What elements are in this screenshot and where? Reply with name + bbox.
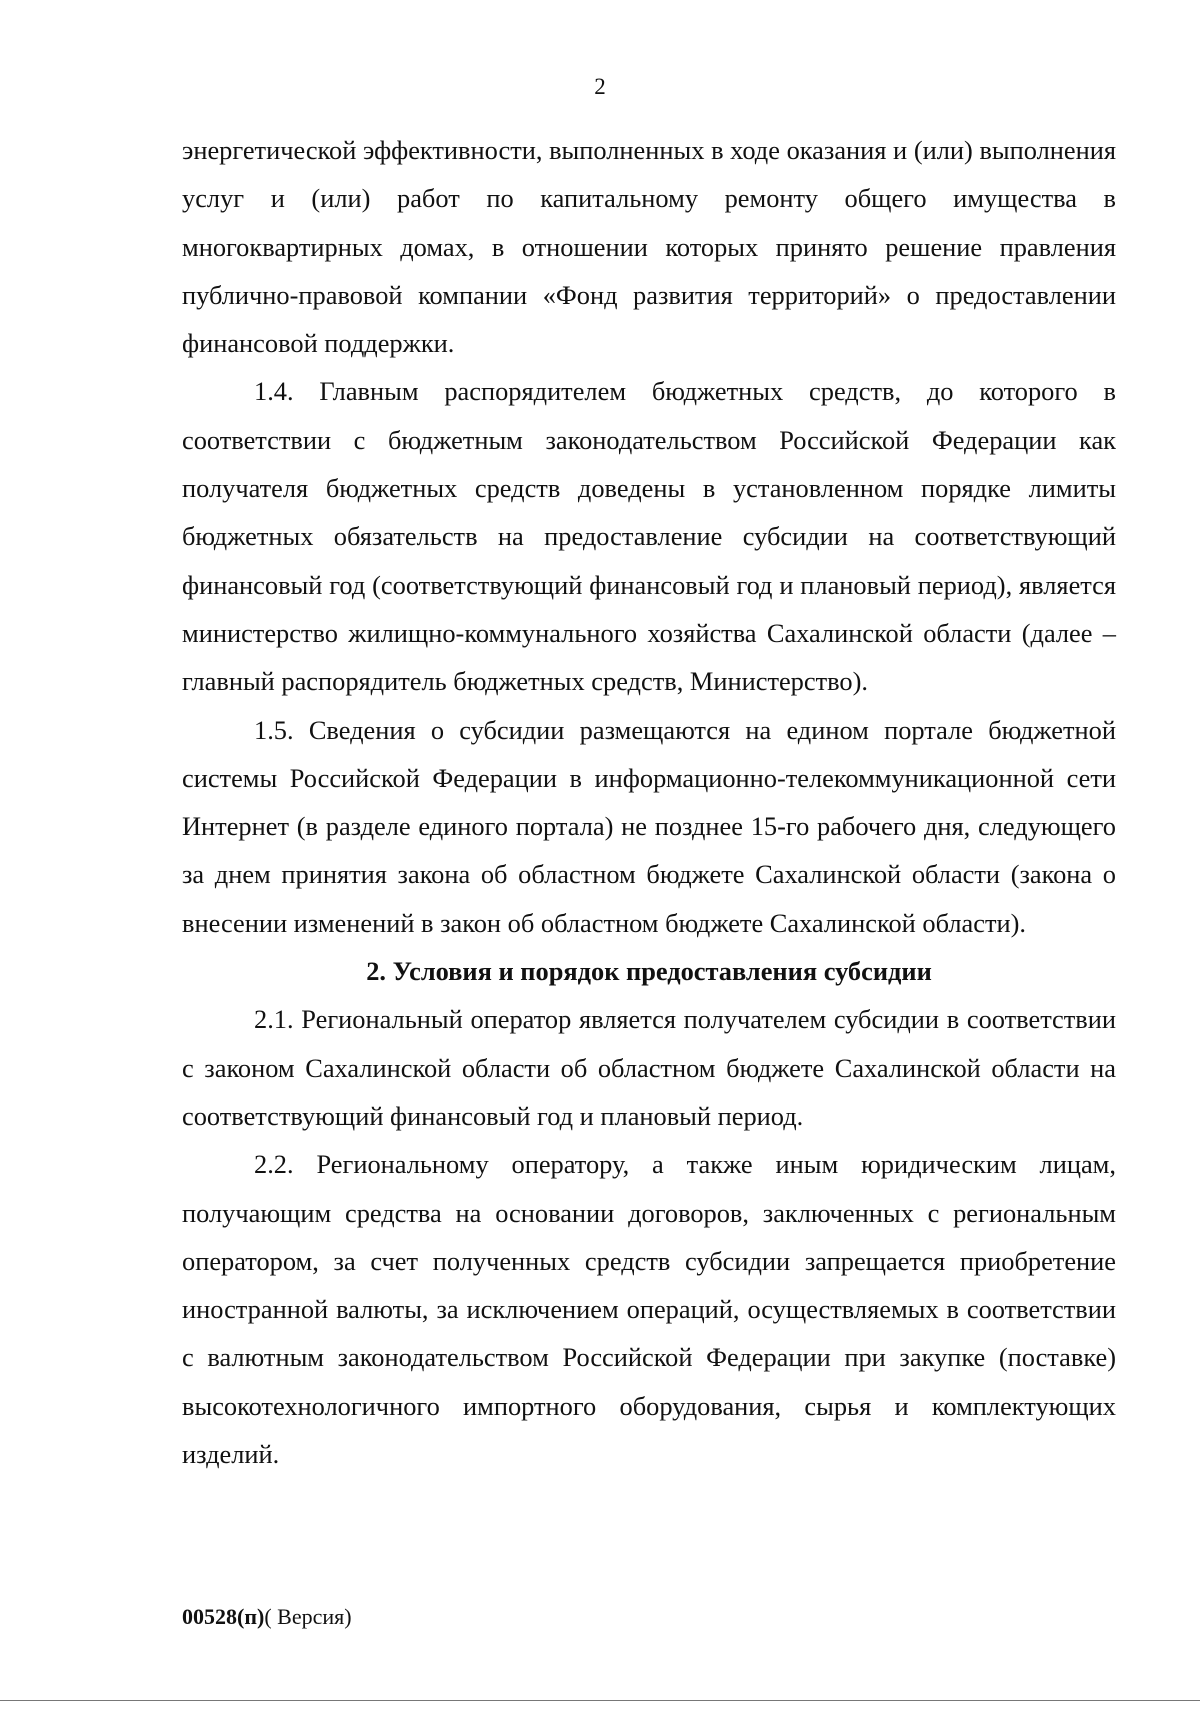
paragraph-2-1: 2.1. Региональный оператор является получателем субсидии в соответствии с законом Сахалинской области об областном бюджете Сахалинской области на соответствующий финансовый год и плановый период. <box>182 1004 1116 1131</box>
document-version: ( Версия) <box>264 1604 352 1629</box>
paragraph-2-2: 2.2. Региональному оператору, а также иным юридическим лицам, получающим средства на основании договоров, заключенных с региональным оператором, за счет полученных средств субсидии запрещается приобретение иностранной валюты, за исключением операций, осуществляемых в соответствии с валютным законодательством Российской Федерации при закупке (поставке) высокотехнологичного импортного оборудования, сырья и комплектующих изделий. <box>182 1149 1116 1470</box>
page-number: 2 <box>594 74 606 99</box>
document-code-number: 00528(п) <box>182 1604 265 1629</box>
scan-edge-line <box>0 1700 1200 1701</box>
document-body <box>182 126 1116 1478</box>
paragraph-continuation: энергетической эффективности, выполненных в ходе оказания и (или) выполнения услуг и (или) работ по капитальному ремонту общего имущества в многоквартирных домах, в отношении которых принято решение правления публично-правовой компании «Фонд развития территорий» о предоставлении финансовой поддержки. <box>182 135 1116 359</box>
paragraph-1-4: 1.4. Главным распорядителем бюджетных средств, до которого в соответствии с бюджетным законодательством Российской Федерации как получателя бюджетных средств доведены в установленном порядке лимиты бюджетных обязательств на предоставление субсидии на соответствующий финансовый год (соответствующий финансовый год и плановый период), является министерство жилищно-коммунального хозяйства Сахалинской области (далее – главный распорядитель бюджетных средств, Министерство). <box>182 376 1116 697</box>
document-code <box>182 1604 352 1630</box>
paragraph-1-5: 1.5. Сведения о субсидии размещаются на едином портале бюджетной системы Российской Федерации в информационно-телекоммуникационной сети Интернет (в разделе единого портала) не позднее 15-го рабочего дня, следующего за днем принятия закона об областном бюджете Сахалинской области (закона о внесении изменений в закон об областном бюджете Сахалинской области). <box>182 714 1116 938</box>
section-heading: 2. Условия и порядок предоставления субсидии <box>366 956 932 987</box>
